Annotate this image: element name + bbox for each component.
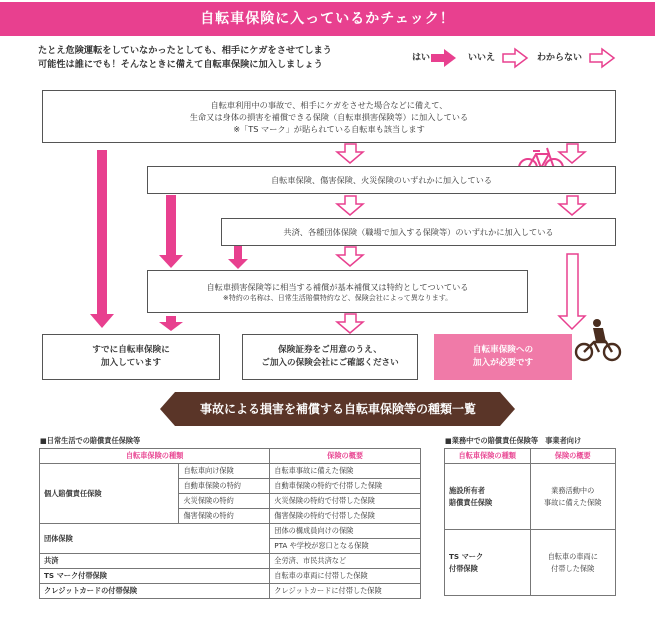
- legend-unknown-label: わからない: [537, 53, 583, 63]
- personal-sub-1: 自転車向け保険: [179, 464, 270, 479]
- table-row: [40, 554, 421, 569]
- table-daily-title: ■日常生活での賠償責任保険等: [40, 436, 141, 445]
- table-row: [40, 524, 421, 539]
- outcome-already-joined: [42, 334, 220, 380]
- outcome-need-insurance: [434, 334, 572, 380]
- mutual-desc: 全労済、市民共済など: [270, 554, 421, 569]
- table-row: [40, 449, 421, 464]
- table-row: [40, 569, 421, 584]
- business-ts-name-line-2: 付帯保険: [449, 563, 478, 573]
- table-business-header-type: 自転車保険の種類: [445, 449, 531, 464]
- credit-card-name: クレジットカードの付帯保険: [40, 584, 270, 599]
- unknown-arrow-q2-q3: [559, 196, 585, 215]
- legend-yes-arrow: [431, 49, 456, 67]
- yes-arrow-q3: [228, 246, 248, 269]
- page-title: 自転車保険に入っているかチェック！: [0, 2, 655, 36]
- question-1-box: [42, 90, 616, 143]
- table-daily: [39, 448, 421, 599]
- no-arrow-q3-q4: [337, 247, 363, 266]
- business-ts-desc-line-2: 付帯した保険: [551, 563, 595, 573]
- business-ts-name-line-1: TS マーク: [449, 551, 484, 561]
- question-4-note: ※特約の名称は、日常生活賠償特約など、保険会社によって異なります。: [222, 293, 453, 302]
- legend-yes-label: はい: [412, 53, 431, 63]
- personal-sub-4: 傷害保険の特約: [179, 509, 270, 524]
- question-3-box: [221, 218, 616, 246]
- question-2-text: 自転車保険、傷害保険、火災保険のいずれかに加入している: [270, 175, 493, 185]
- question-4-text: 自転車損害保険等に相当する補償が基本補償又は特約としてついている: [206, 281, 469, 292]
- legend-unknown-arrow: [590, 49, 614, 67]
- table-daily-header-type: 自転車保険の種類: [40, 449, 270, 464]
- personal-desc-4: 傷害保険の特約で付帯した保険: [270, 509, 421, 524]
- legend-no-arrow: [503, 49, 527, 67]
- business-ts-mark-desc: [530, 530, 616, 596]
- group-desc-1: 団体の構成員向けの保険: [270, 524, 421, 539]
- outcome-need-line-1: 自転車保険への: [472, 345, 534, 355]
- question-1-line-1: 自転車利用中の事故で、相手にケガをさせた場合などに備えて、: [210, 99, 448, 110]
- outcome-already-joined-line-1: すでに自転車保険に: [92, 345, 170, 355]
- table-row: [445, 530, 616, 596]
- ts-mark-name: TS マーク付帯保険: [40, 569, 270, 584]
- no-arrow-q3-need: [559, 254, 585, 329]
- intro-line-2: 可能性は誰にでも！そんなときに備えて自転車保険に加入しましょう: [38, 59, 323, 70]
- intro-line-1: たとえ危険運転をしていなかったとしても、相手にケガをさせてしまう: [38, 45, 332, 56]
- credit-card-desc: クレジットカードに付帯した保険: [270, 584, 421, 599]
- facility-desc-line-1: 業務活動中の: [551, 485, 595, 495]
- personal-sub-2: 自動車保険の特約: [179, 479, 270, 494]
- cyclist-head: [593, 319, 601, 327]
- personal-desc-2: 自動車保険の特約で付帯した保険: [270, 479, 421, 494]
- no-arrow-q2-q3: [337, 196, 363, 215]
- table-row: [40, 464, 421, 479]
- legend-no-label: いいえ: [468, 53, 496, 63]
- facility-name-line-1: 施設所有者: [449, 485, 485, 495]
- group-desc-2: PTA や学校が窓口となる保険: [270, 539, 421, 554]
- facility-name-line-2: 賠償責任保険: [449, 497, 493, 507]
- outcome-confirm-line-1: 保険証券をご用意のうえ、: [278, 345, 382, 355]
- ts-mark-desc: 自転車の車両に付帯した保険: [270, 569, 421, 584]
- personal-sub-3: 火災保険の特約: [179, 494, 270, 509]
- cyclist-body: [593, 328, 606, 342]
- yes-arrow-q4: [159, 316, 183, 331]
- table-row: [40, 584, 421, 599]
- mutual-name: 共済: [40, 554, 270, 569]
- outcome-already-joined-line-2: 加入しています: [100, 358, 162, 368]
- unknown-arrow-q4-confirm: [337, 314, 363, 333]
- facility-liability-name: [445, 464, 531, 530]
- outcome-need-line-2: 加入が必要です: [472, 358, 534, 368]
- group-insurance-name: 団体保険: [40, 524, 270, 554]
- business-ts-mark-name: [445, 530, 531, 596]
- yes-arrow-q1: [90, 150, 114, 328]
- outcome-confirm-line-2: ご加入の保険会社にご確認ください: [261, 358, 399, 368]
- no-arrow-q1-q2: [337, 144, 363, 163]
- question-4-box: [147, 270, 528, 313]
- table-row: [445, 464, 616, 530]
- table-business-header-summary: 保険の概要: [530, 449, 616, 464]
- question-3-text: 共済、各種団体保険（職場で加入する保険等）のいずれかに加入している: [283, 227, 554, 237]
- personal-liability-name: 個人賠償責任保険: [40, 464, 179, 524]
- question-1-line-2: 生命又は身体の損害を補償できる保険（自転車損害保険等）に加入している: [189, 111, 469, 122]
- facility-desc-line-2: 事故に備えた保険: [543, 497, 602, 507]
- table-row: [445, 449, 616, 464]
- yes-arrow-q2: [159, 195, 183, 268]
- personal-desc-3: 火災保険の特約で付帯した保険: [270, 494, 421, 509]
- table-business-title: ■業務中での賠償責任保険等 事業者向け: [445, 436, 582, 445]
- unknown-arrow-q1-q2: [559, 144, 585, 163]
- outcome-confirm-insurer: [242, 334, 418, 380]
- section-heading: 事故による損害を補償する自転車保険等の種類一覧: [199, 402, 476, 416]
- table-business: [444, 448, 616, 596]
- business-ts-desc-line-1: 自転車の車両に: [547, 551, 598, 561]
- facility-liability-desc: [530, 464, 616, 530]
- personal-desc-1: 自転車事故に備えた保険: [270, 464, 421, 479]
- table-daily-header-summary: 保険の概要: [270, 449, 421, 464]
- question-2-box: [147, 166, 616, 194]
- question-1-note: ※「TS マーク」が貼られている自転車も該当します: [233, 123, 425, 134]
